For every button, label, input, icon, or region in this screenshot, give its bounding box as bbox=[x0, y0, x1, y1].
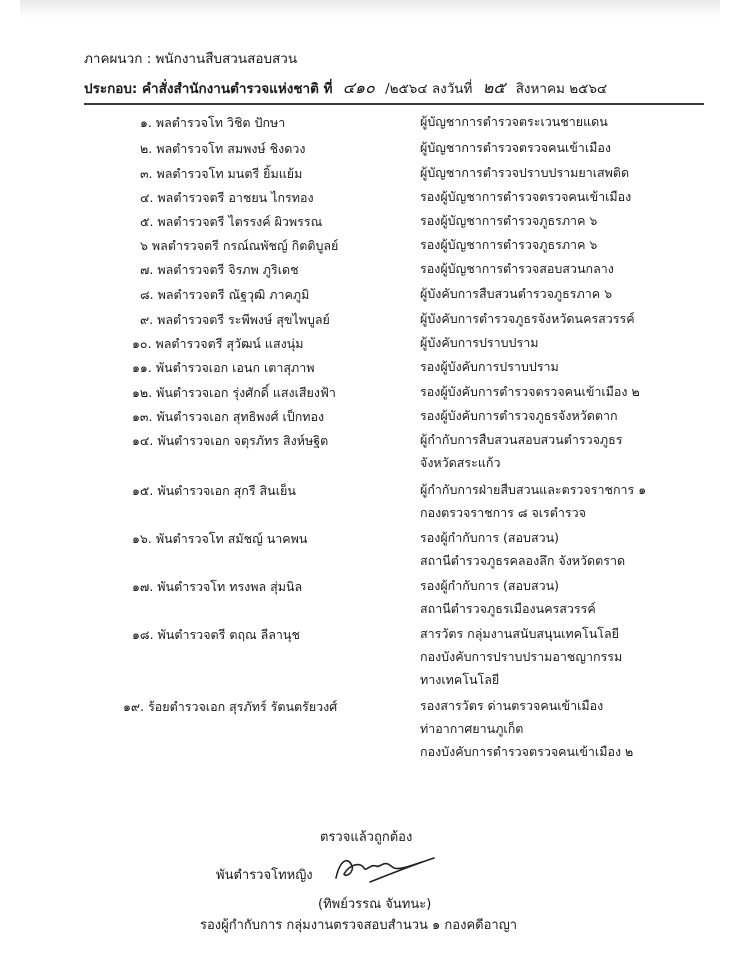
entry-position bbox=[420, 236, 597, 259]
entry-name: พลตำรวจตรี อาชยน ไกรทอง bbox=[157, 190, 314, 205]
entry-position bbox=[420, 697, 633, 766]
entry-person bbox=[132, 481, 296, 501]
entry-position bbox=[420, 310, 635, 333]
entry-person bbox=[140, 310, 330, 330]
entry-position-line: ทางเทคโนโลยี bbox=[420, 672, 500, 687]
entry-position-line: สถานีตำรวจภูธรเมืองนครสวรรค์ bbox=[420, 601, 596, 616]
entry-position-line: รองผู้บัญชาการตำรวจสอบสวนกลาง bbox=[420, 261, 614, 276]
certifier-rank: พันตำรวจโทหญิง bbox=[216, 868, 313, 883]
entry-number: ๔. bbox=[140, 190, 154, 205]
entry-person bbox=[123, 697, 337, 717]
entry-position bbox=[420, 260, 614, 283]
entry-number: ๗. bbox=[140, 262, 154, 277]
entry-position-line: ผู้บัญชาการตำรวจปราบปรามยาเสพติด bbox=[420, 165, 630, 180]
entry-number: ๑๖. bbox=[132, 531, 152, 546]
entry-name: พันตำรวจเอก สุกรี สินเย็น bbox=[157, 483, 296, 498]
handwritten-signature bbox=[330, 852, 440, 888]
entry-position-line: ผู้บัญชาการตำรวจตรวจคนเข้าเมือง bbox=[420, 140, 611, 155]
entry-name: พันตำรวจตรี ตฤณ ลีลานุช bbox=[157, 627, 300, 642]
entry-number: ๑๓. bbox=[132, 409, 153, 424]
entry-position-line: ผู้กำกับการสืบสวนสอบสวนตำรวจภูธร bbox=[420, 432, 623, 447]
entry-position bbox=[420, 431, 623, 477]
entry-position-line: รองผู้กำกับการ (สอบสวน) bbox=[420, 578, 560, 593]
entry-name: พลตำรวจโท สมพงษ์ ชิงดวง bbox=[156, 141, 306, 156]
entry-number: ๙. bbox=[140, 312, 154, 327]
entry-number: ๑๗. bbox=[132, 579, 154, 594]
certifier-title: รองผู้กำกับการ กลุ่มงานตรวจสอบสำนวน ๑ กองคดีอาญา bbox=[200, 918, 518, 933]
order-year-date-label: /๒๕๖๔ ลงวันที่ bbox=[385, 81, 473, 97]
entry-position bbox=[420, 358, 559, 381]
entry-person bbox=[140, 285, 309, 305]
entry-name: พลตำรวจโท มนตรี ยิ้มแย้ม bbox=[156, 166, 303, 181]
order-number: ๔๑๐ bbox=[342, 78, 375, 97]
entry-number: ๖ bbox=[140, 238, 148, 253]
entry-person bbox=[132, 383, 336, 403]
entry-name: พันตำรวจโท ทรงพล สุ่มนิล bbox=[157, 579, 303, 594]
verified-text: ตรวจแล้วถูกต้อง bbox=[320, 830, 413, 845]
entry-number: ๑๑. bbox=[132, 360, 152, 375]
entry-position-line: รองผู้บัญชาการตำรวจภูธรภาค ๖ bbox=[420, 213, 598, 228]
entry-position-line: กองตรวจราชการ ๘ จเรตำรวจ bbox=[420, 505, 586, 520]
entry-person bbox=[140, 139, 305, 159]
entry-position-line: ผู้บัญชาการตำรวจตระเวนชายแดน bbox=[420, 114, 608, 129]
entry-number: ๑๙. bbox=[123, 699, 145, 714]
entry-position bbox=[420, 334, 538, 357]
entry-position-line: สารวัตร กลุ่มงานสนับสนุนเทคโนโลยี bbox=[420, 626, 619, 641]
entry-position-line: ท่าอากาศยานภูเก็ต bbox=[420, 721, 524, 736]
entry-position bbox=[420, 529, 625, 575]
entry-person bbox=[140, 212, 322, 232]
entry-person bbox=[132, 431, 328, 451]
entry-name: พันตำรวจเอก สุทธิพงศ์ เป็กทอง bbox=[156, 409, 325, 424]
entry-position bbox=[420, 407, 618, 430]
appendix-title: ภาคผนวก : พนักงานสืบสวนสอบสวน bbox=[84, 51, 298, 67]
entry-name: พลตำรวจตรี จิรภพ ภูริเดช bbox=[157, 262, 299, 277]
entry-person bbox=[132, 529, 307, 549]
entry-number: ๓. bbox=[140, 166, 153, 181]
entry-position-line: รองผู้บังคับการตำรวจภูธรจังหวัดตาก bbox=[420, 408, 618, 423]
entry-name: พลตำรวจตรี ระพีพงษ์ สุขไพบูลย์ bbox=[157, 312, 330, 327]
entry-position-line: ผู้กำกับการฝ่ายสืบสวนและตรวจราชการ ๑ bbox=[420, 482, 647, 497]
entry-number: ๒. bbox=[140, 141, 153, 156]
entry-position bbox=[420, 164, 629, 187]
entry-position-line: ผู้บังคับการสืบสวนตำรวจภูธรภาค ๖ bbox=[420, 286, 613, 301]
entry-position-line: ผู้บังคับการตำรวจภูธรจังหวัดนครสวรรค์ bbox=[420, 311, 635, 326]
entry-position bbox=[420, 139, 611, 162]
entry-position-line: รองผู้บังคับการปราบปราม bbox=[420, 359, 559, 374]
entry-number: ๑. bbox=[140, 115, 152, 130]
entry-name: พลตำรวจโท วิชิต ปักษา bbox=[155, 115, 286, 130]
entry-person bbox=[140, 188, 314, 208]
entry-position bbox=[420, 383, 640, 406]
entry-name: พันตำรวจเอก จตุรภัทร สิงห์ษฐิต bbox=[157, 433, 329, 448]
order-month-year: สิงหาคม ๒๕๖๔ bbox=[515, 81, 608, 97]
order-label: ประกอบ: คำสั่งสำนักงานตำรวจแห่งชาติ ที่ bbox=[84, 81, 333, 97]
entry-person bbox=[140, 260, 299, 280]
entry-person bbox=[132, 358, 315, 378]
entry-person bbox=[140, 113, 285, 133]
entry-position bbox=[420, 113, 608, 136]
entry-position bbox=[420, 212, 597, 235]
entry-position-line: สถานีตำรวจภูธรคลองลึก จังหวัดตราด bbox=[420, 553, 626, 568]
entry-name: พลตำรวจตรี ณัฐวุฒิ ภาคภูมิ bbox=[157, 287, 310, 302]
entry-number: ๕. bbox=[140, 214, 154, 229]
entry-person bbox=[132, 577, 302, 597]
entry-position-line: กองบังคับการปราบปรามอาชญากรรม bbox=[420, 649, 623, 664]
entry-position-line: รองผู้บังคับการตำรวจตรวจคนเข้าเมือง ๒ bbox=[420, 384, 640, 399]
order-reference bbox=[84, 76, 607, 101]
entry-person bbox=[132, 334, 303, 354]
entry-position-line: กองบังคับการตำรวจตรวจคนเข้าเมือง ๒ bbox=[420, 744, 634, 759]
entry-position-line: รองสารวัตร ด่านตรวจคนเข้าเมือง bbox=[420, 698, 604, 713]
header-divider bbox=[84, 103, 704, 105]
entry-name: พลตำรวจตรี กรณ์ณพัชญ์ กิตติบูลย์ bbox=[151, 238, 339, 253]
entry-person bbox=[140, 164, 302, 184]
entry-number: ๑๘. bbox=[132, 627, 154, 642]
entry-name: พลตำรวจตรี สุวัฒน์ แสงนุ่ม bbox=[155, 336, 304, 351]
entry-position bbox=[420, 188, 631, 211]
order-day: ๒๕ bbox=[482, 78, 506, 97]
entry-position-line: รองผู้บัญชาการตำรวจตรวจคนเข้าเมือง bbox=[420, 189, 632, 204]
certifier-name: (ทิพย์วรรณ จันทนะ) bbox=[318, 897, 432, 912]
entry-position-line: รองผู้บัญชาการตำรวจภูธรภาค ๖ bbox=[420, 237, 598, 252]
entry-position bbox=[420, 481, 646, 527]
scan-shadow bbox=[20, 0, 720, 18]
entry-name: พลตำรวจตรี ไตรรงค์ ผิวพรรณ bbox=[157, 214, 323, 229]
entry-position-line: จังหวัดสระแก้ว bbox=[420, 455, 501, 470]
entry-number: ๘. bbox=[140, 287, 154, 302]
entry-person bbox=[140, 236, 338, 256]
entry-person bbox=[132, 407, 324, 427]
entry-number: ๑๐. bbox=[132, 336, 152, 351]
entry-position bbox=[420, 577, 596, 623]
entry-name: พันตำรวจเอก เอนก เตาสุภาพ bbox=[155, 360, 315, 375]
entry-position bbox=[420, 285, 612, 308]
entry-position bbox=[420, 625, 622, 694]
entry-position-line: ผู้บังคับการปราบปราม bbox=[420, 335, 539, 350]
entry-name: พันตำรวจเอก รุ่งศักดิ์ แสงเสียงฟ้า bbox=[156, 385, 336, 400]
entry-name: พันตำรวจโท สมัชญ์ นาคพน bbox=[155, 531, 308, 546]
entry-position-line: รองผู้กำกับการ (สอบสวน) bbox=[420, 530, 560, 545]
entry-person bbox=[132, 625, 300, 645]
entry-number: ๑๒. bbox=[132, 385, 153, 400]
entry-name: ร้อยตำรวจเอก สุรภัทร์ รัตนตรัยวงศ์ bbox=[148, 699, 338, 714]
entry-number: ๑๔. bbox=[132, 433, 154, 448]
entry-number: ๑๕. bbox=[132, 483, 154, 498]
